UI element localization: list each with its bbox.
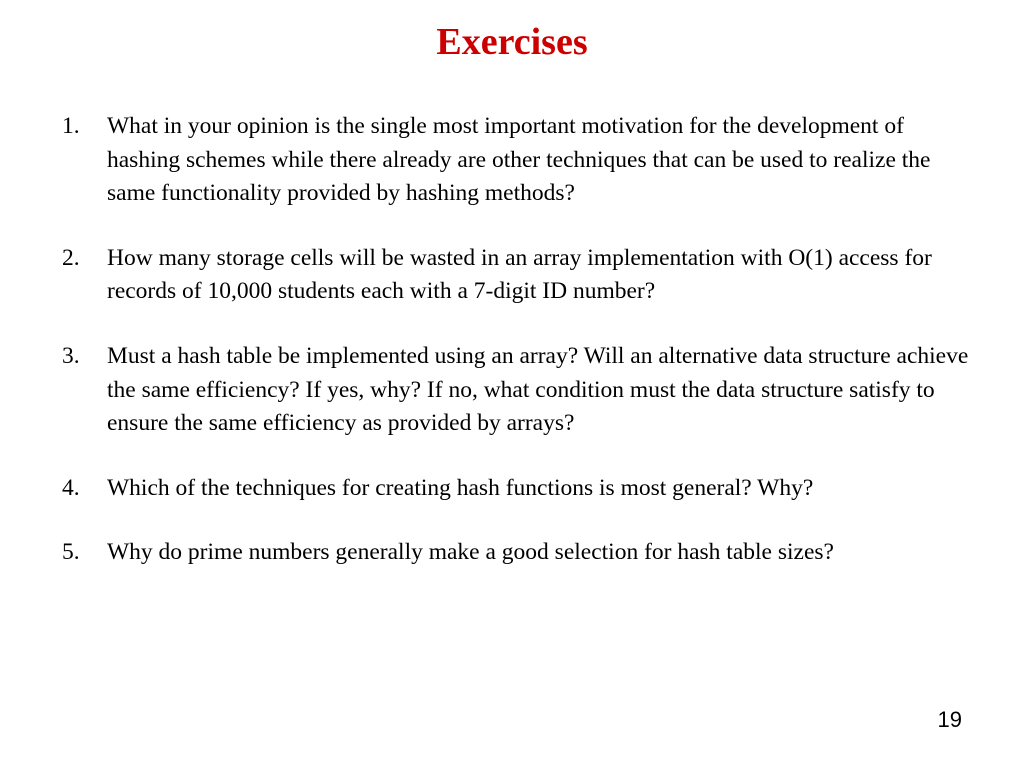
exercise-text: What in your opinion is the single most important motivation for the development of hashing schemes while there already are other techniques that can be used to realize the same functionality provided by hashing methods? [107,113,931,207]
exercise-text: How many storage cells will be wasted in an array implementation with O(1) access for records of 10,000 students each with a 7-digit ID number? [107,244,932,305]
exercise-number: 2. [62,244,80,271]
exercise-number: 1. [62,113,80,139]
exercise-number: 5. [62,539,80,566]
exercise-list [62,110,972,570]
exercise-number: 4. [62,474,80,501]
page-number: 19 [937,707,962,732]
exercise-number: 3. [62,342,80,369]
exercise-item-3 [62,340,972,441]
exercise-text: Must a hash table be implemented using an array? Will an alternative data structure achieve the same efficiency? If yes, why? If no, what condition must the data structure satisfy to ensure the same efficiency as provided by arrays? [107,342,969,437]
exercise-item-1 [62,110,972,211]
slide-title: Exercises [436,21,588,63]
exercise-text: Why do prime numbers generally make a good selection for hash table sizes? [107,539,834,566]
exercise-item-4 [62,472,972,506]
exercise-item-5 [62,536,972,570]
exercise-text: Which of the techniques for creating hash functions is most general? Why? [107,474,814,501]
exercise-item-2 [62,242,972,309]
